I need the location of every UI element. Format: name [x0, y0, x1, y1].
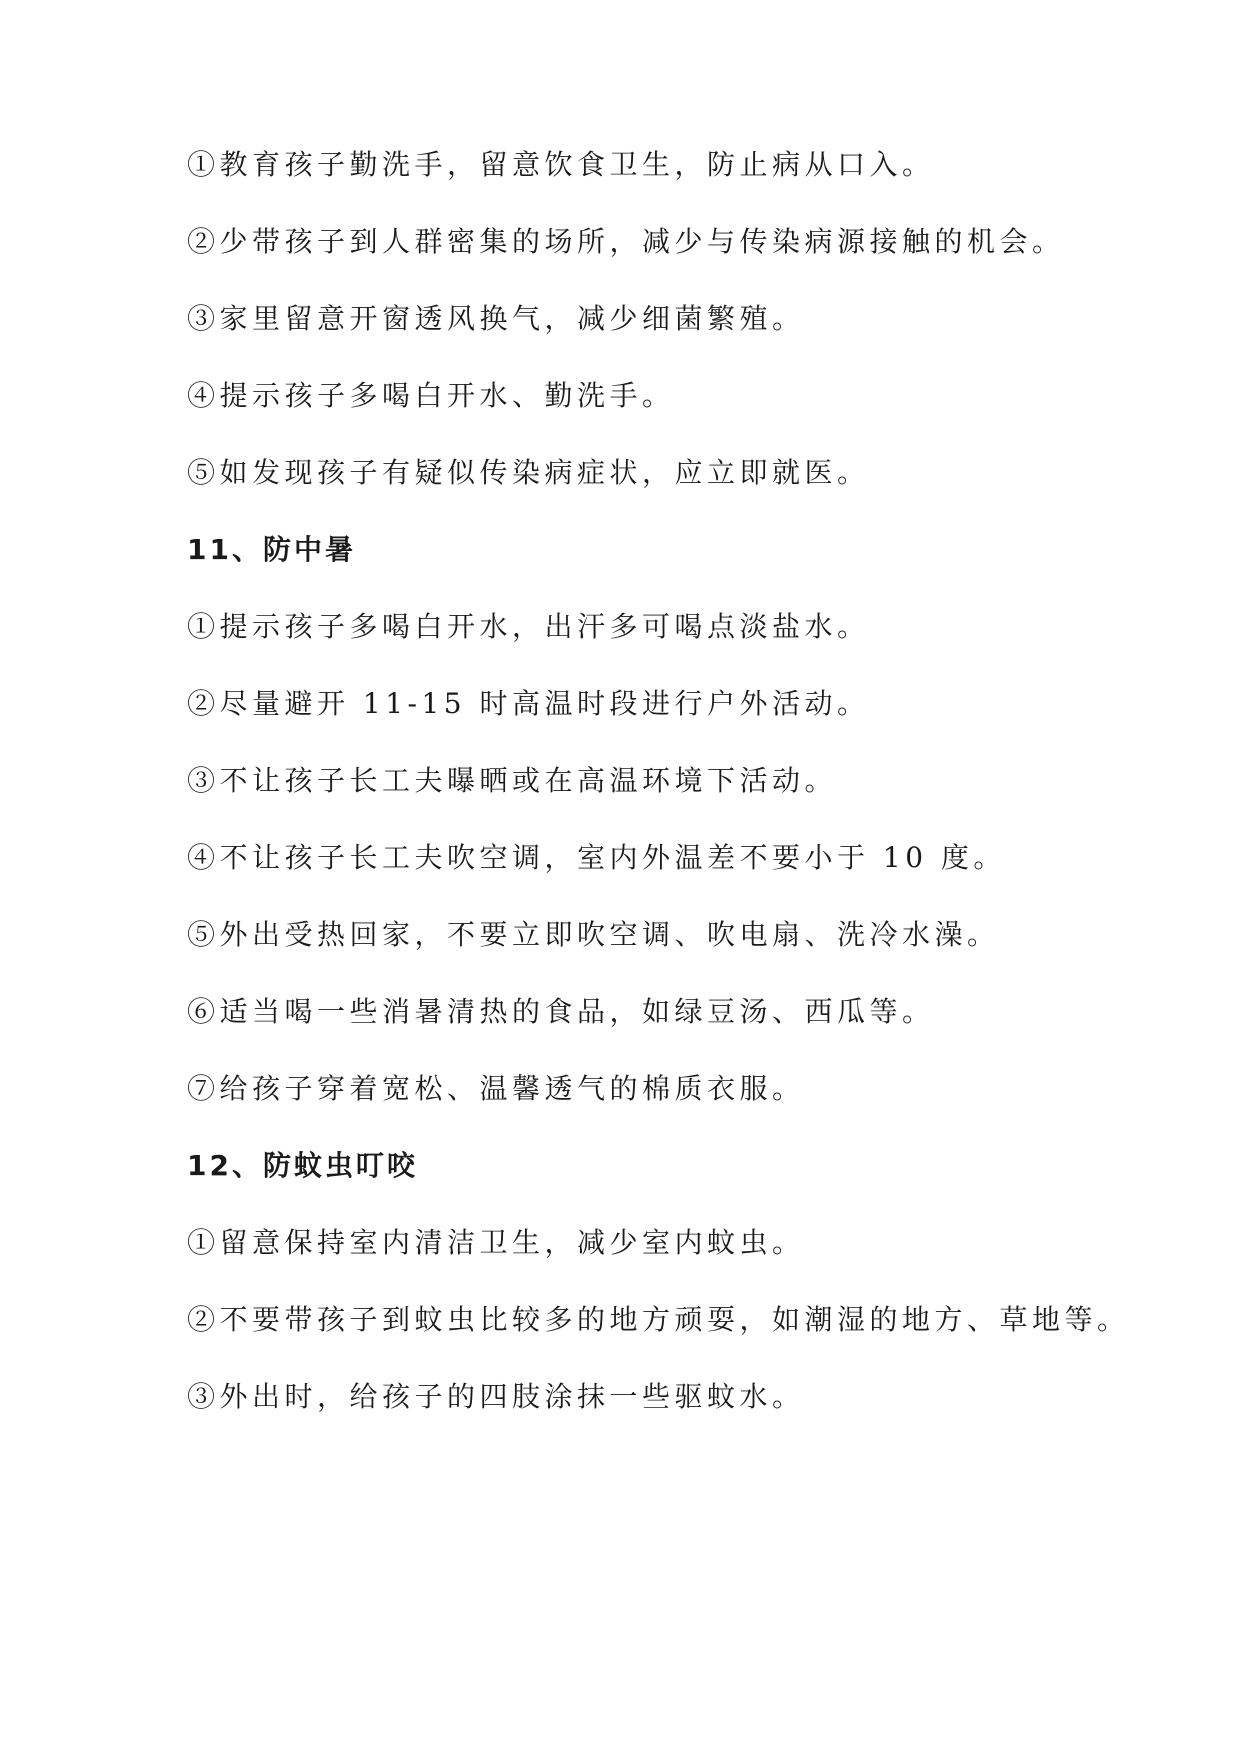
list-item: ⑤如发现孩子有疑似传染病症状，应立即就医。	[187, 456, 870, 489]
list-item: ⑦给孩子穿着宽松、温馨透气的棉质衣服。	[187, 1072, 805, 1105]
section-heading: 12、防蚊虫叮咬	[187, 1149, 418, 1182]
list-item: ②不要带孩子到蚊虫比较多的地方顽耍，如潮湿的地方、草地等。	[187, 1303, 1130, 1336]
list-item: ④不让孩子长工夫吹空调，室内外温差不要小于 10 度。	[187, 841, 1006, 874]
list-item: ②少带孩子到人群密集的场所，减少与传染病源接触的机会。	[187, 225, 1065, 258]
list-item: ⑥适当喝一些消暑清热的食品，如绿豆汤、西瓜等。	[187, 995, 935, 1028]
list-item: ①留意保持室内清洁卫生，减少室内蚊虫。	[187, 1226, 805, 1259]
section-heading: 11、防中暑	[187, 533, 356, 566]
list-item: ④提示孩子多喝白开水、勤洗手。	[187, 379, 675, 412]
list-item: ③家里留意开窗透风换气，减少细菌繁殖。	[187, 302, 805, 335]
list-item: ①教育孩子勤洗手，留意饮食卫生，防止病从口入。	[187, 148, 935, 181]
list-item: ⑤外出受热回家，不要立即吹空调、吹电扇、洗冷水澡。	[187, 918, 1000, 951]
list-item: ②尽量避开 11-15 时高温时段进行户外活动。	[187, 687, 870, 720]
list-item: ①提示孩子多喝白开水，出汗多可喝点淡盐水。	[187, 610, 870, 643]
list-item: ③不让孩子长工夫曝晒或在高温环境下活动。	[187, 764, 838, 797]
list-item: ③外出时，给孩子的四肢涂抹一些驱蚊水。	[187, 1380, 805, 1413]
